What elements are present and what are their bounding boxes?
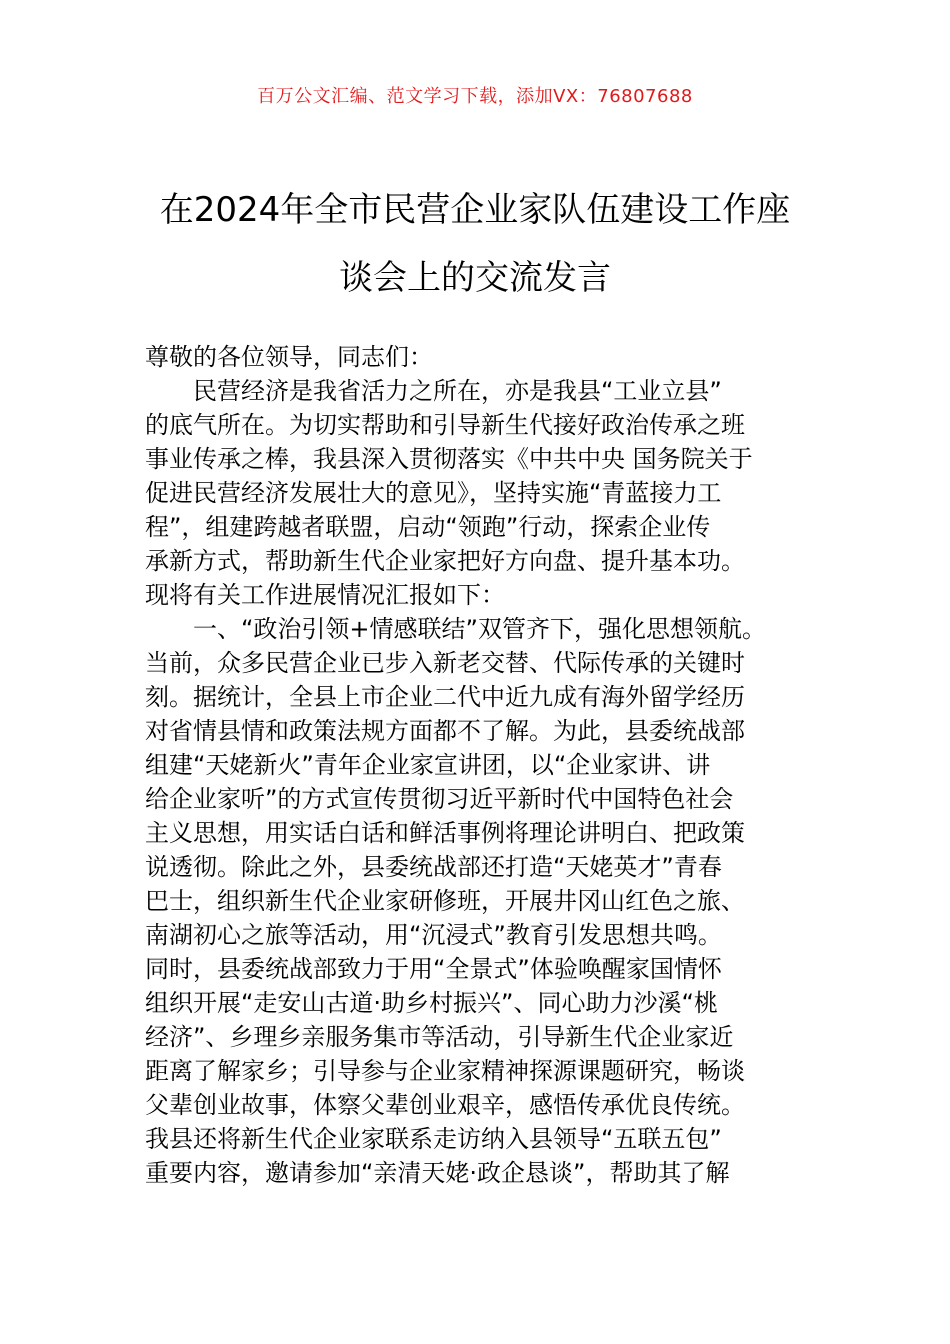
body-line: 促进民营经济发展壮大的意见》，坚持实施“青蓝接力工 [145,479,722,507]
document-title [120,176,830,312]
title-line-2: 谈会上的交流发言 [339,258,611,298]
document-body [145,340,815,1190]
header-note: 百万公文汇编、范文学习下载，添加VX：76807688 [257,86,693,107]
body-line: 承新方式，帮助新生代企业家把好方向盘、提升基本功。 [145,547,745,575]
body-line: 距离了解家乡；引导参与企业家精神探源课题研究，畅谈 [145,1057,745,1085]
body-line: 巴士，组织新生代企业家研修班，开展井冈山红色之旅、 [145,887,745,915]
body-line: 南湖初心之旅等活动，用“沉浸式”教育引发思想共鸣。 [145,921,722,949]
body-line: 事业传承之棒，我县深入贯彻落实《中共中央 国务院关于 [145,445,753,473]
body-line: 我县还将新生代企业家联系走访纳入县领导“五联五包” [145,1125,722,1153]
body-line: 程”，组建跨越者联盟，启动“领跑”行动，探索企业传 [145,513,711,541]
body-line: 给企业家听”的方式宣传贯彻习近平新时代中国特色社会 [145,785,734,813]
body-line: 父辈创业故事，体察父辈创业艰辛，感悟传承优良传统。 [145,1091,745,1119]
body-line: 对省情县情和政策法规方面都不了解。为此，县委统战部 [145,717,745,745]
body-line: 组织开展“走安山古道·助乡村振兴”、同心助力沙溪“桃 [145,989,718,1017]
body-line: 同时，县委统战部致力于用“全景式”体验唤醒家国情怀 [145,955,722,983]
section-heading-line: 一、“政治引领+情感联结”双管齐下，强化思想领航。 [193,615,766,643]
body-line: 说透彻。除此之外，县委统战部还打造“天姥英才”青春 [145,853,722,881]
body-line: 主义思想，用实话白话和鲜活事例将理论讲明白、把政策 [145,819,745,847]
body-line: 刻。据统计，全县上市企业二代中近九成有海外留学经历 [145,683,745,711]
body-line: 组建“天姥新火”青年企业家宣讲团，以“企业家讲、讲 [145,751,711,779]
body-line: 当前，众多民营企业已步入新老交替、代际传承的关键时 [145,649,745,677]
body-line: 民营经济是我省活力之所在，亦是我县“工业立县” [193,377,722,405]
body-line: 的底气所在。为切实帮助和引导新生代接好政治传承之班 [145,411,745,439]
body-line: 重要内容，邀请参加“亲清天姥·政企恳谈”，帮助其了解 [145,1159,730,1187]
body-line: 现将有关工作进展情况汇报如下： [145,581,505,609]
body-line: 经济”、乡理乡亲服务集市等活动，引导新生代企业家近 [145,1023,734,1051]
title-line-1: 在2024年全市民营企业家队伍建设工作座 [159,190,791,230]
salutation: 尊敬的各位领导，同志们： [145,343,433,371]
